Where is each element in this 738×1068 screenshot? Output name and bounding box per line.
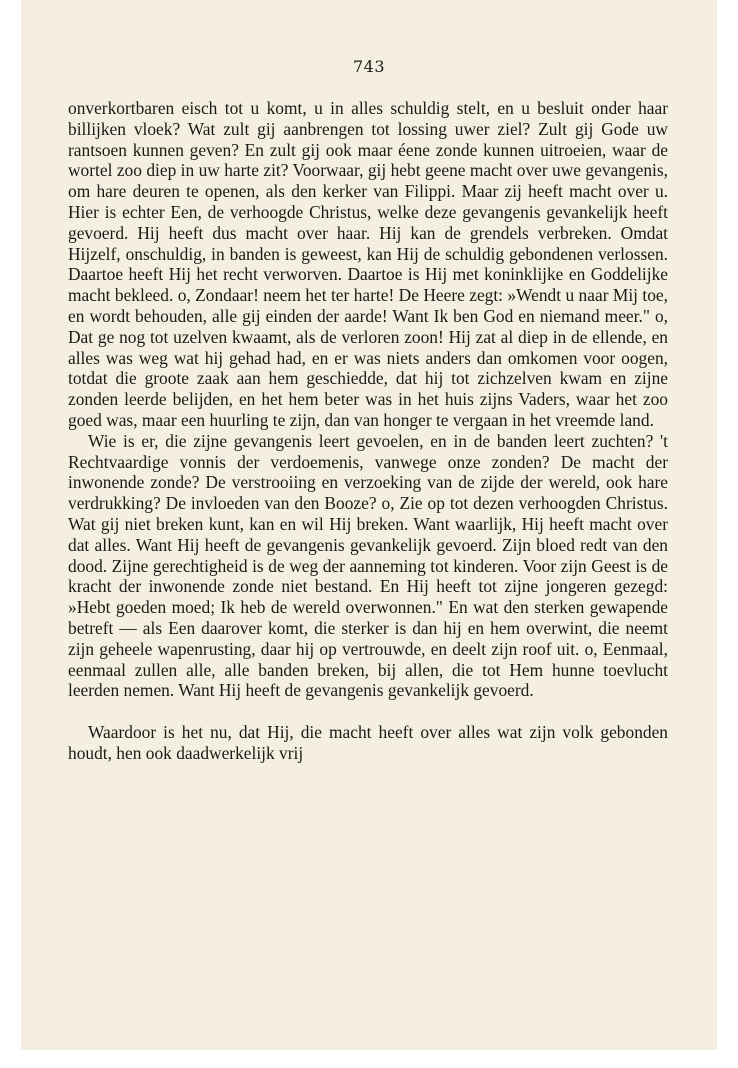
paragraph: Waardoor is het nu, dat Hij, die macht heeft over alles wat zijn volk gebonden houdt, hen ook daadwerkelijk vrij	[68, 722, 668, 763]
book-page	[21, 0, 717, 1050]
paragraph: onverkortbaren eisch tot u komt, u in alles schuldig stelt, en u besluit onder haar billijken vloek? Wat zult gij aanbrengen tot lossing uwer ziel? Zult gij Gode uw rantsoen kunnen geven? En zult gij ook maar éene zonde kunnen uitroeien, waar de wortel zoo diep in uw harte zit? Voorwaar, gij hebt geene macht over uwe gevangenis, om hare deuren te openen, als den kerker van Filippi. Maar zij heeft macht over u. Hier is echter Een, de verhoogde Christus, welke deze gevangenis gevankelijk heeft gevoerd. Hij heeft dus macht over haar. Hij kan de grendels verbreken. Omdat Hijzelf, onschuldig, in banden is geweest, kan Hij de schuldig gebondenen verlossen. Daartoe heeft Hij het recht verworven. Daartoe is Hij met koninklijke en Goddelijke macht bekleed. o, Zondaar! neem het ter harte! De Heere zegt: »Wendt u naar Mij toe, en wordt behouden, alle gij einden der aarde! Want Ik ben God en niemand meer." o, Dat ge nog tot uzelven kwaamt, als de verloren zoon! Hij zat al diep in de ellende, en alles was weg wat hij gehad had, en er was niets anders dan omkomen voor oogen, totdat die groote zaak aan hem geschiedde, dat hij tot zichzelven kwam en zijne zonden leerde belijden, en het hem beter was in het huis zijns Vaders, waar het zoo goed was, maar een huurling te zijn, dan van honger te vergaan in het vreemde land.	[68, 98, 668, 430]
paragraph: Wie is er, die zijne gevangenis leert gevoelen, en in de banden leert zuchten? 't Rechtvaardige vonnis der verdoemenis, vanwege onze zonden? De macht der inwonende zonde? De verstrooiing en verzoeking van de zijde der wereld, ook hare verdrukking? De invloeden van den Booze? o, Zie op tot dezen verhoogden Christus. Wat gij niet breken kunt, kan en wil Hij breken. Want waarlijk, Hij heeft macht over dat alles. Want Hij heeft de gevangenis gevankelijk gevoerd. Zijn bloed redt van den dood. Zijne gerechtigheid is de weg der aanneming tot kinderen. Voor zijn Geest is de kracht der inwonende zonde niet bestand. En Hij heeft tot zijne jongeren gezegd: »Hebt goeden moed; Ik heb de wereld overwonnen." En wat den sterken gewapende betreft — als Een daarover komt, die sterker is dan hij en hem overwint, die neemt zijn geheele wapenrusting, daar hij op vertrouwde, en deelt zijn roof uit. o, Eenmaal, eenmaal zullen alle, alle banden breken, bij allen, die tot Hem hunne toevlucht leerden nemen. Want Hij heeft de gevangenis gevankelijk gevoerd.	[68, 430, 668, 701]
page-number: 743	[352, 57, 386, 76]
body-text	[68, 98, 668, 764]
